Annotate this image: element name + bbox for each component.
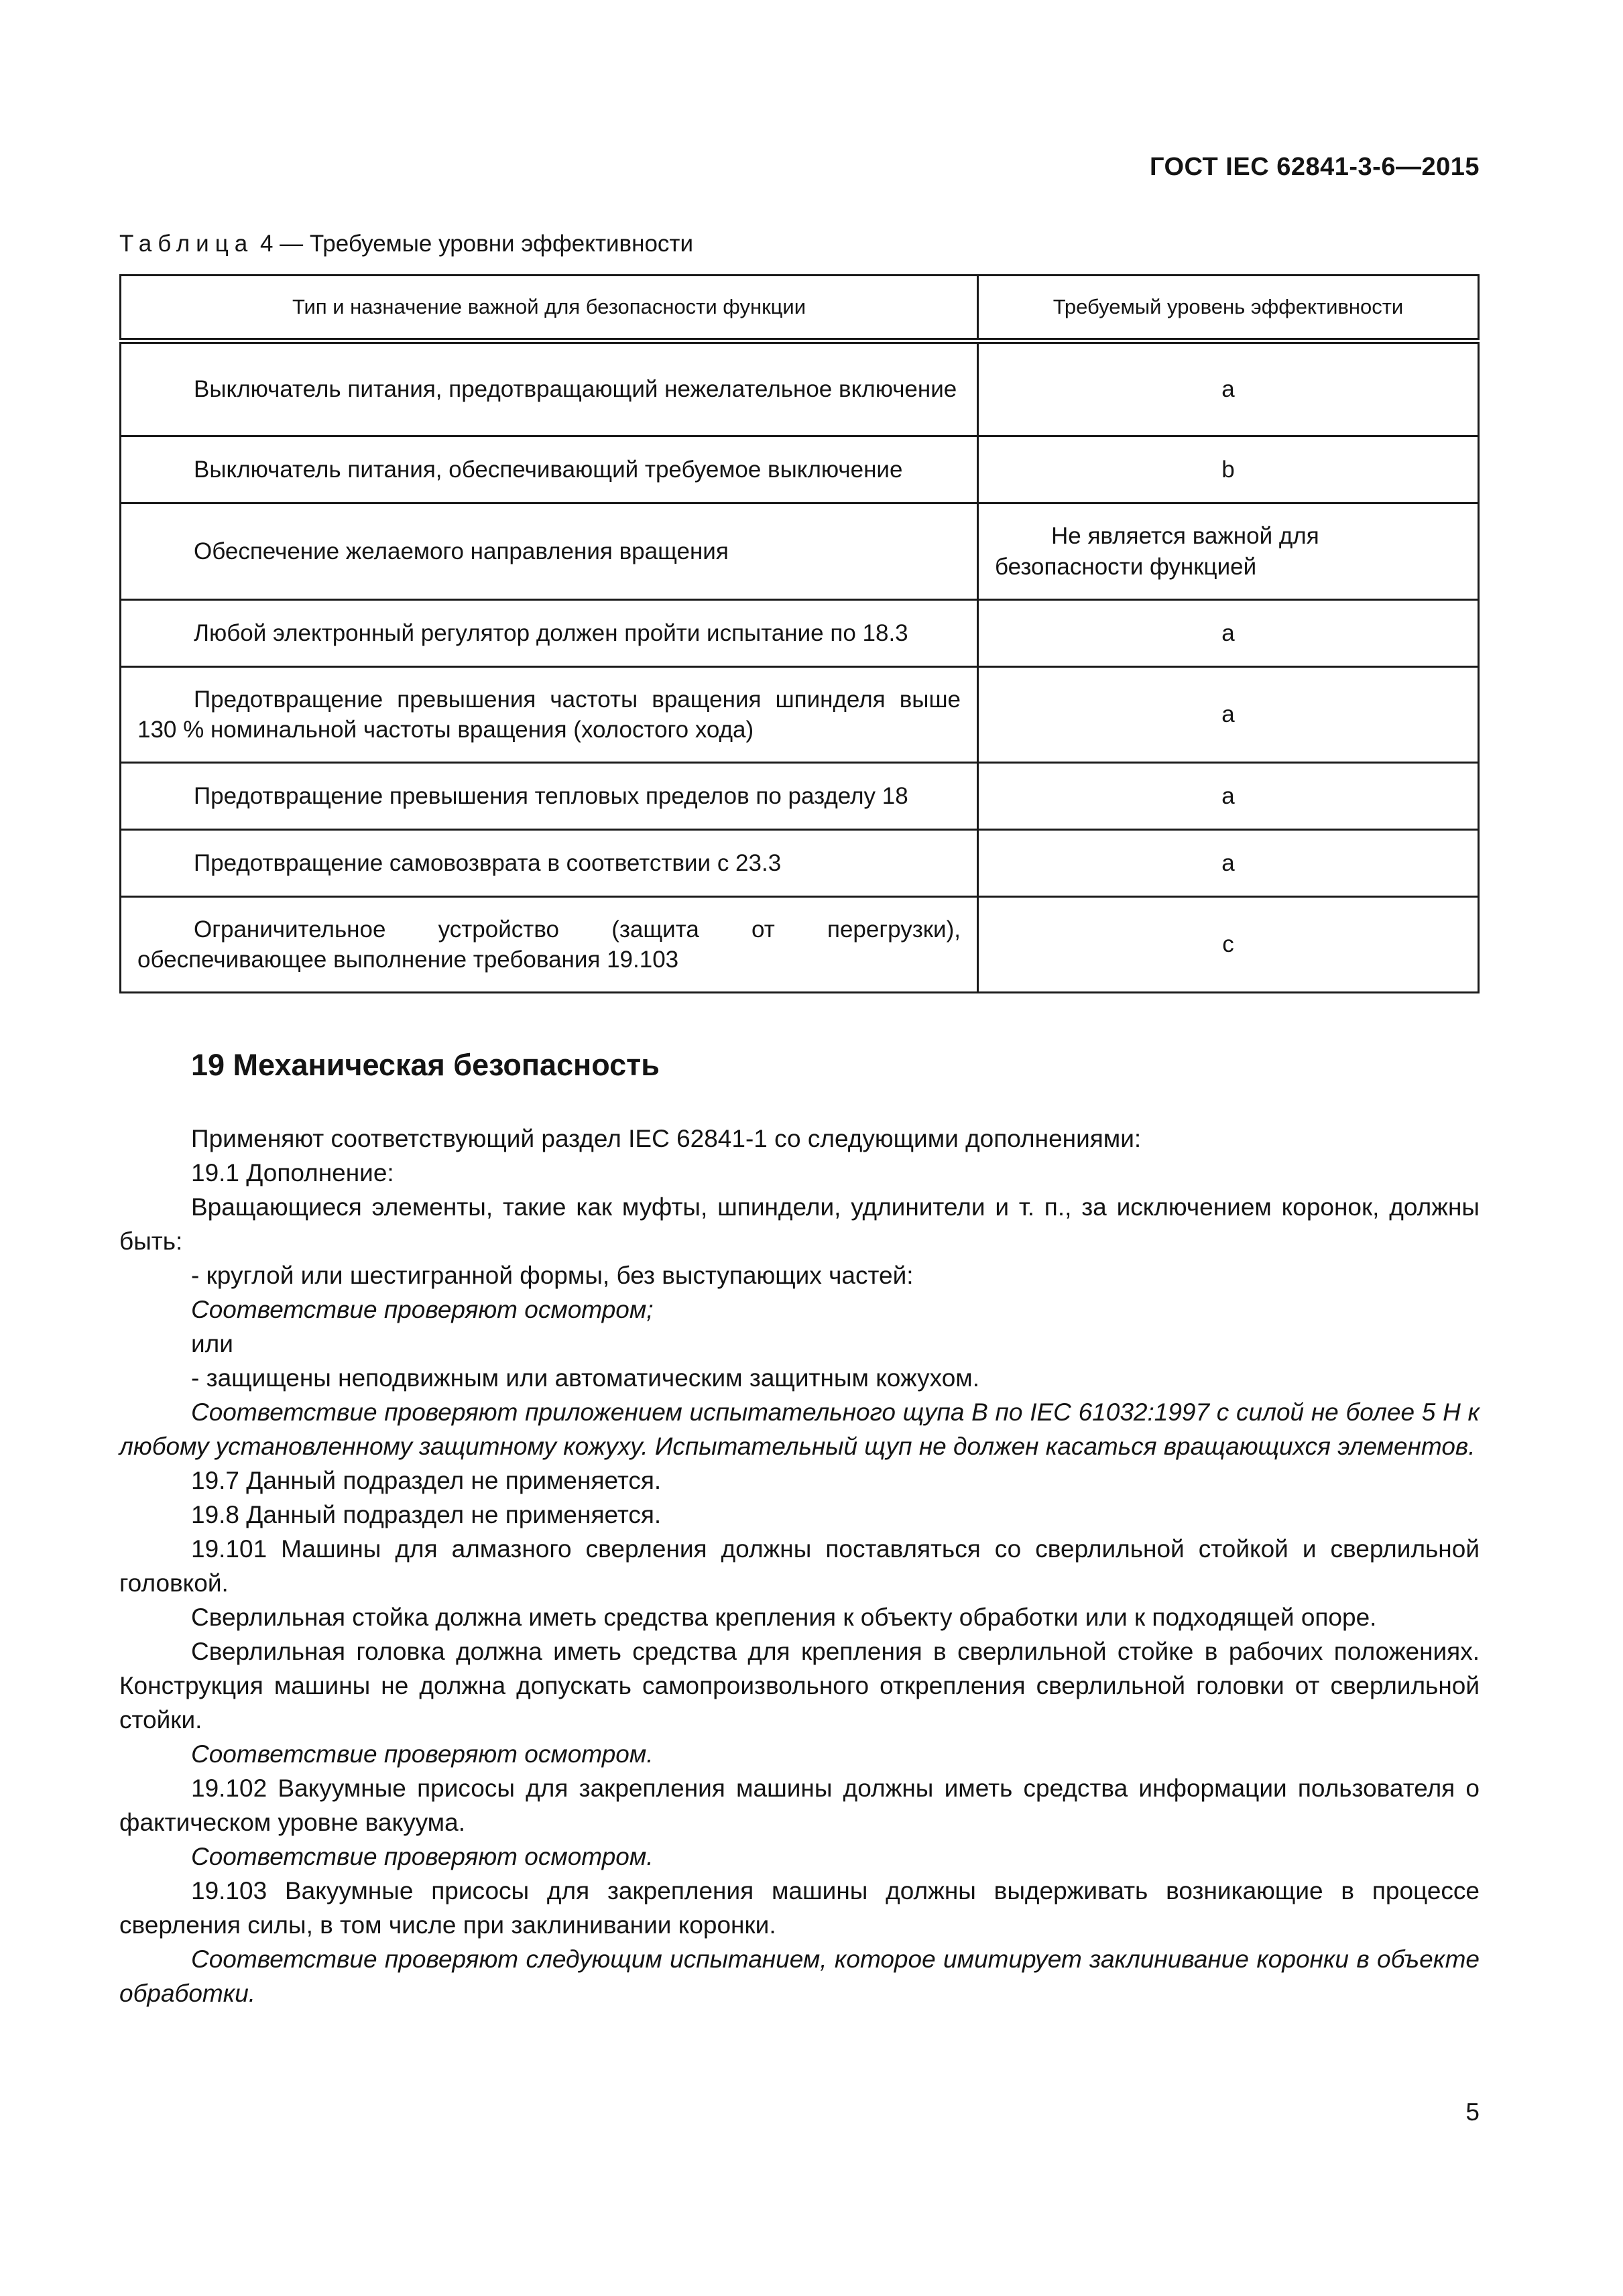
level-cell: a xyxy=(978,830,1479,897)
level-cell: a xyxy=(978,600,1479,667)
paragraph: 19.102 Вакуумные присосы для закрепления машины должны иметь средства информации пользователя о фактическом уровне вакуума. xyxy=(119,1774,1480,1836)
table-row xyxy=(121,600,1479,667)
table-row xyxy=(121,341,1479,436)
column-header-level: Требуемый уровень эффективности xyxy=(978,276,1479,341)
table-caption-prefix: Таблица xyxy=(119,231,254,257)
table-caption xyxy=(119,231,693,257)
table-row xyxy=(121,897,1479,993)
section-title: 19 Механическая безопасность xyxy=(191,1048,660,1082)
compliance-note: Соответствие проверяют следующим испытанием, которое имитирует заклинивание коронки в объекте обработки. xyxy=(119,1945,1480,2007)
paragraph: Вращающиеся элементы, такие как муфты, шпиндели, удлинители и т. п., за исключением коронок, должны быть: xyxy=(119,1193,1480,1255)
paragraph: 19.7 Данный подраздел не применяется. xyxy=(191,1467,662,1494)
table-row xyxy=(121,667,1479,763)
table-row xyxy=(121,763,1479,830)
level-cell: Не является важной для безопасности функцией xyxy=(978,503,1479,600)
function-cell: Любой электронный регулятор должен пройти испытание по 18.3 xyxy=(121,600,978,667)
list-item: - круглой или шестигранной формы, без выступающих частей: xyxy=(191,1262,914,1289)
paragraph: 19.8 Данный подраздел не применяется. xyxy=(191,1501,662,1528)
table-row xyxy=(121,503,1479,600)
compliance-note: Соответствие проверяют осмотром. xyxy=(191,1843,654,1870)
table-row xyxy=(121,436,1479,503)
level-cell: c xyxy=(978,897,1479,993)
paragraph: Сверлильная головка должна иметь средства для крепления в сверлильной стойке в рабочих положениях. Конструкция машины не должна допускать самопроизвольного открепления сверлильной головки от сверлильной стойки. xyxy=(119,1638,1480,1734)
level-cell: a xyxy=(978,667,1479,763)
list-item: - защищены неподвижным или автоматическим защитным кожухом. xyxy=(191,1364,980,1392)
level-cell: a xyxy=(978,341,1479,436)
requirements-table xyxy=(119,274,1480,993)
table-row xyxy=(121,830,1479,897)
paragraph: Сверлильная стойка должна иметь средства крепления к объекту обработки или к подходящей опоре. xyxy=(191,1604,1377,1631)
paragraph: 19.1 Дополнение: xyxy=(191,1159,394,1187)
function-cell: Предотвращение самовозврата в соответствии с 23.3 xyxy=(121,830,978,897)
compliance-note: Соответствие проверяют осмотром. xyxy=(191,1740,654,1768)
function-cell: Обеспечение желаемого направления вращения xyxy=(121,503,978,600)
function-cell: Предотвращение превышения частоты вращения шпинделя выше 130 % номинальной частоты вращения (холостого хода) xyxy=(121,667,978,763)
compliance-note: Соответствие проверяют осмотром; xyxy=(191,1296,654,1323)
paragraph: Применяют соответствующий раздел IEC 62841-1 со следующими дополнениями: xyxy=(191,1125,1142,1152)
paragraph: 19.101 Машины для алмазного сверления должны поставляться со сверлильной стойкой и сверлильной головкой. xyxy=(119,1535,1480,1597)
section-body xyxy=(119,1122,1480,2010)
document-code: ГОСТ IEC 62841-3-6—2015 xyxy=(1149,153,1480,181)
compliance-note: Соответствие проверяют приложением испытательного щупа В по IEC 61032:1997 с силой не более 5 Н к любому установленному защитному кожуху. Испытательный щуп не должен касаться вращающихся элементов. xyxy=(119,1398,1480,1460)
page-number: 5 xyxy=(1465,2098,1480,2126)
column-header-function: Тип и назначение важной для безопасности функции xyxy=(121,276,978,341)
table-header-row xyxy=(121,276,1479,341)
function-cell: Выключатель питания, обеспечивающий требуемое выключение xyxy=(121,436,978,503)
function-cell: Ограничительное устройство (защита от перегрузки), обеспечивающее выполнение требования 19.103 xyxy=(121,897,978,993)
paragraph: или xyxy=(191,1330,233,1357)
paragraph: 19.103 Вакуумные присосы для закрепления машины должны выдерживать возникающие в процессе сверления силы, в том числе при заклинивании коронки. xyxy=(119,1877,1480,1939)
function-cell: Выключатель питания, предотвращающий нежелательное включение xyxy=(121,341,978,436)
level-cell: a xyxy=(978,763,1479,830)
function-cell: Предотвращение превышения тепловых пределов по разделу 18 xyxy=(121,763,978,830)
level-cell: b xyxy=(978,436,1479,503)
table-caption-title: 4 — Требуемые уровни эффективности xyxy=(253,231,693,257)
